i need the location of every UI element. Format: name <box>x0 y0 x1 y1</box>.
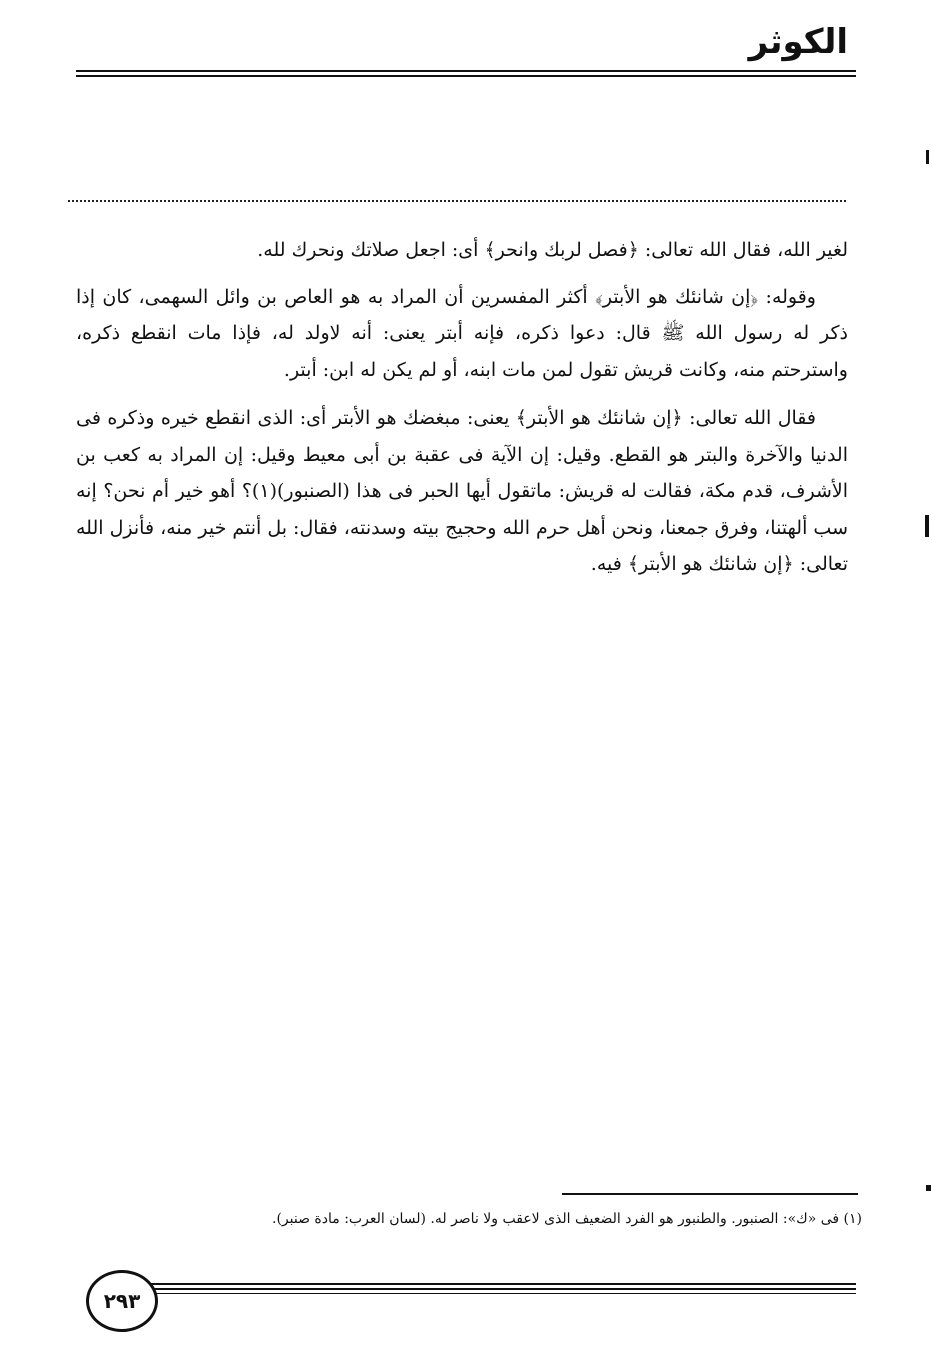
header-rule-top <box>76 70 856 72</box>
footer-rule-middle <box>140 1288 856 1290</box>
header-rule-bottom <box>76 75 856 77</box>
footer-rule-top <box>140 1283 856 1285</box>
dotted-separator <box>68 200 846 202</box>
running-header-title: الكوثر <box>748 22 848 62</box>
scan-speck <box>925 515 929 537</box>
scan-speck <box>926 1185 931 1191</box>
body-text <box>76 232 848 583</box>
page-number: ٢٩٣ <box>86 1270 158 1332</box>
paragraph-1: لغير الله، فقال الله تعالى: ﴿فصل لربك وانحر﴾ أى: اجعل صلاتك ونحرك لله. <box>257 239 848 261</box>
paragraph-3: فقال الله تعالى: ﴿إن شانئك هو الأبتر﴾ يعنى: مبغضك هو الأبتر أى: الذى انقطع خيره وذكره فى الدنيا والآخرة والبتر هو القطع. وقيل: إن الآية فى عقبة بن أبى معيط وقيل: إن المراد به كعب بن الأشرف، قدم مكة، فقالت له قريش: ماتقول أيها الحبر فى هذا (الصنبور)(١)؟ أهو خير أم نحن؟ إنه سب ألهتنا، وفرق جمعنا، ونحن أهل حرم الله وحجيج بيته وسدنته، فقال: بل أنتم خير منه، فأنزل الله تعالى: ﴿إن شانئك هو الأبتر﴾ فيه. <box>76 407 848 575</box>
footnote: (١) فى «ك»: الصنبور. والطنبور هو الفرد الضعيف الذى لاعقب ولا ناصر له. (لسان العرب: مادة صنبر). <box>272 1211 862 1227</box>
footer-rule-bottom <box>140 1293 856 1294</box>
scan-speck <box>926 150 929 164</box>
paragraph-2: وقوله: ﴿إن شانئك هو الأبتر﴾ أكثر المفسرين أن المراد به هو العاص بن وائل السهمى، كان إذا ذكر له رسول الله ﷺ قال: دعوا ذكره، فإنه أبتر يعنى: أنه لاولد له، فإذا مات انقطع ذكره، واسترحتم منه، وكانت قريش تقول لمن مات ابنه، أو لم يكن له ابن: أبتر. <box>76 285 848 381</box>
footnote-rule <box>562 1193 858 1195</box>
